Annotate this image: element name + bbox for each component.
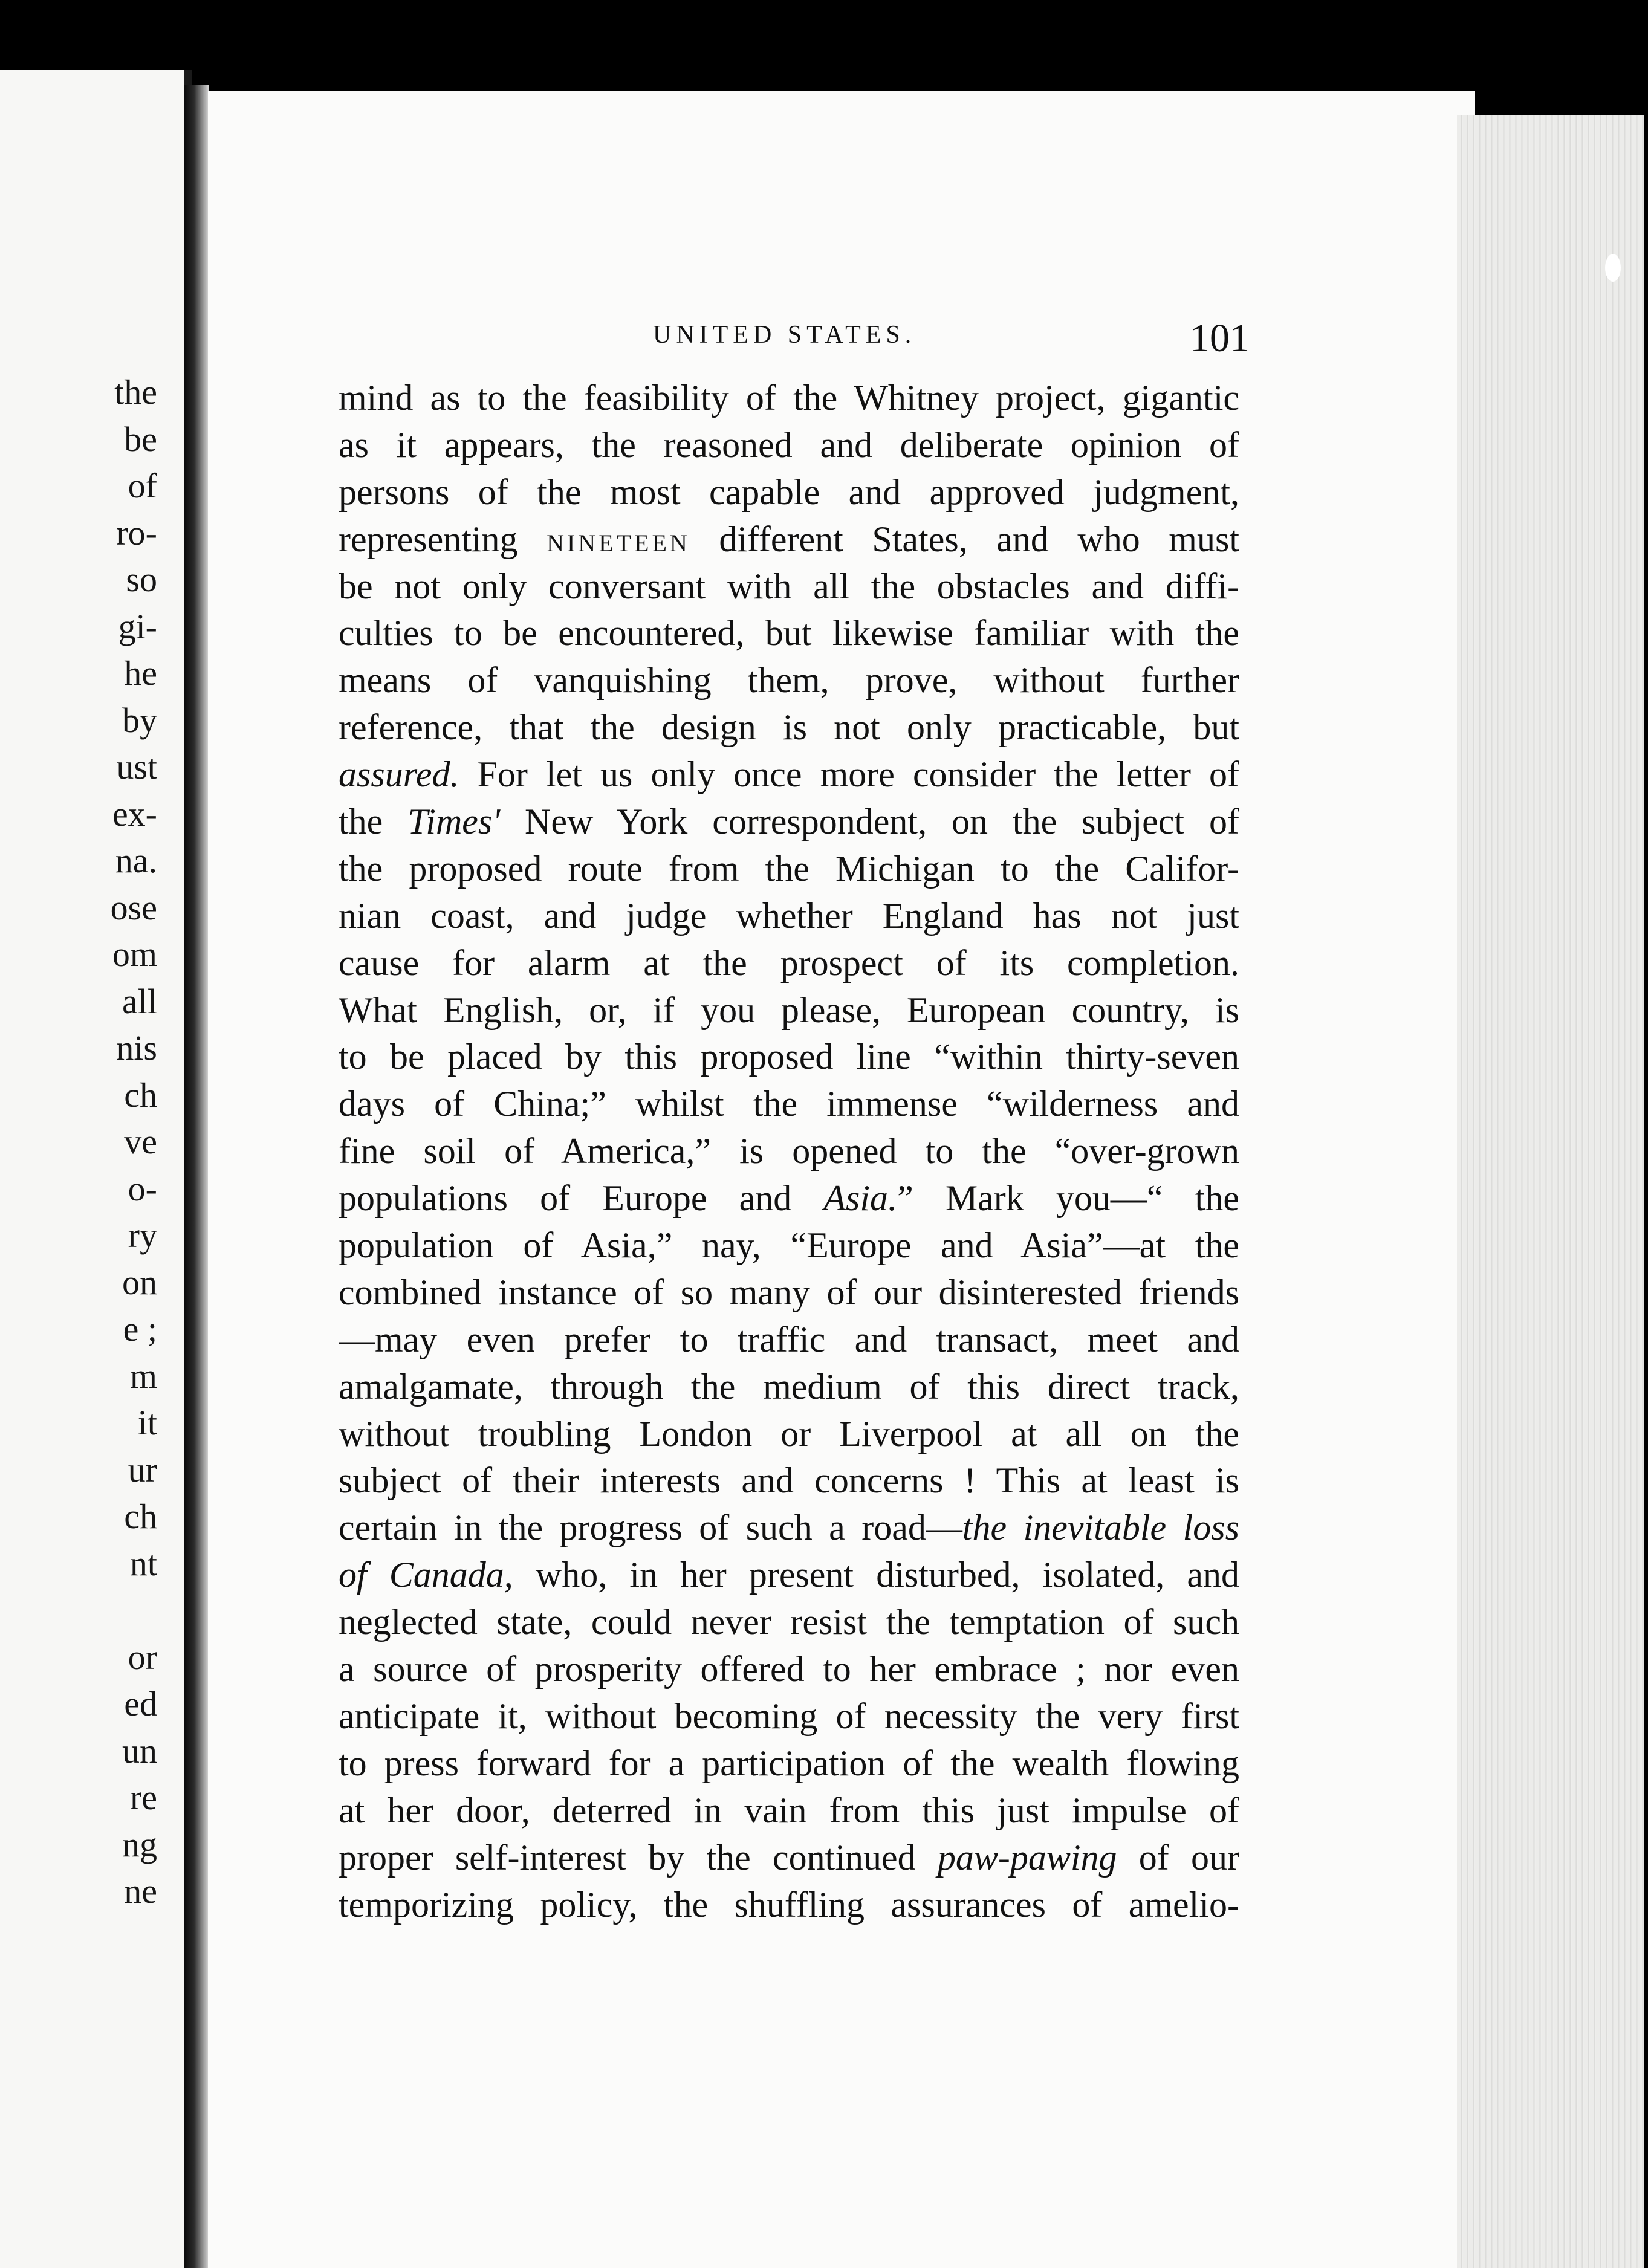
text-line	[339, 1787, 1239, 1835]
text-line-content	[339, 1225, 1239, 1265]
text-line-content	[339, 1131, 1239, 1171]
small-caps-text: NINETEEN	[547, 529, 690, 557]
facing-page-fragment: ng	[122, 1824, 157, 1864]
text-line	[339, 1175, 1239, 1222]
text-run: mind as to the feasibility of the Whitney project, gigantic	[339, 378, 1239, 418]
facing-page-fragment: e ;	[123, 1309, 157, 1349]
text-line-content	[339, 1460, 1239, 1500]
text-run: culties to be encountered, but likewise familiar with the	[339, 613, 1239, 653]
facing-page-left	[0, 70, 192, 2268]
text-line	[339, 1457, 1239, 1505]
text-run: reference, that the design is not only practicable, but	[339, 707, 1239, 748]
text-line	[339, 1222, 1239, 1269]
text-line	[339, 610, 1239, 657]
text-run: representing	[339, 519, 547, 559]
text-line-content	[339, 754, 1239, 794]
text-line	[339, 1364, 1239, 1411]
text-line	[339, 469, 1239, 516]
facing-page-fragment: all	[122, 981, 157, 1021]
text-run: amalgamate, through the medium of this direct track,	[339, 1366, 1239, 1407]
facing-page-fragment: of	[128, 466, 157, 505]
text-line-content	[339, 849, 1239, 889]
text-line-content	[339, 990, 1239, 1030]
text-run: who, in her present disturbed, isolated, and	[513, 1555, 1239, 1595]
text-line-content	[339, 1696, 1239, 1736]
italic-text: paw-pawing	[937, 1837, 1117, 1878]
text-line	[339, 704, 1239, 751]
text-run: ” Mark you—“ the	[897, 1178, 1239, 1219]
text-line-content	[339, 425, 1239, 465]
italic-text: the inevitable loss	[962, 1508, 1239, 1548]
text-run: of our	[1117, 1837, 1239, 1878]
facing-page-fragment: un	[122, 1731, 157, 1771]
text-line	[339, 799, 1239, 846]
text-line	[339, 1128, 1239, 1175]
facing-page-fragment: nt	[129, 1543, 157, 1583]
body-text	[339, 375, 1239, 1928]
facing-page-fragment: ro-	[116, 513, 157, 552]
text-line-content	[339, 660, 1239, 700]
facing-page-fragment: na.	[115, 841, 157, 880]
facing-page-fragment: ex-	[112, 794, 157, 834]
italic-text: assured.	[339, 754, 459, 795]
text-run: a source of prosperity offered to her embrace ; nor even	[339, 1649, 1239, 1690]
text-run: at her door, deterred in vain from this just impulse of	[339, 1790, 1239, 1830]
text-line-content	[339, 1885, 1239, 1925]
italic-text: of Canada,	[339, 1555, 513, 1595]
text-line-content	[339, 378, 1239, 418]
text-line-content	[339, 1178, 1239, 1218]
text-line	[339, 657, 1239, 704]
text-run: cause for alarm at the prospect of its completion.	[339, 942, 1239, 983]
text-line-content	[339, 1414, 1239, 1454]
facing-page-fragment: ed	[124, 1684, 157, 1723]
facing-page-fragment: he	[124, 653, 157, 693]
facing-page-fragment: ne	[124, 1871, 157, 1911]
italic-text: Times'	[407, 802, 501, 842]
text-run: neglected state, could never resist the temptation of such	[339, 1602, 1239, 1642]
facing-page-fragment: ose	[110, 887, 157, 927]
text-run: combined instance of so many of our disinterested friends	[339, 1272, 1239, 1312]
text-line	[339, 1411, 1239, 1458]
text-line-content	[339, 1649, 1239, 1689]
text-line-content	[339, 1367, 1239, 1407]
text-run: as it appears, the reasoned and deliberate opinion of	[339, 424, 1239, 465]
text-line	[339, 1693, 1239, 1740]
text-run: the proposed route from the Michigan to the Califor-	[339, 848, 1239, 889]
facing-page-fragment: be	[124, 419, 157, 459]
text-line-content	[339, 1084, 1239, 1124]
text-run: the	[339, 802, 408, 842]
text-run: nian coast, and judge whether England has not just	[339, 895, 1239, 936]
facing-page-fragment: om	[112, 935, 157, 974]
text-line	[339, 1317, 1239, 1364]
book-gutter	[184, 85, 209, 2268]
text-line	[339, 751, 1239, 799]
text-line-content	[339, 566, 1239, 606]
facing-page-fragment: gi-	[118, 606, 157, 646]
text-line	[339, 1505, 1239, 1552]
text-run: to be placed by this proposed line “within thirty-seven	[339, 1037, 1239, 1077]
text-line-content	[339, 1838, 1239, 1878]
page-number: 101	[1190, 316, 1250, 360]
facing-page-fragment: ry	[128, 1216, 157, 1255]
text-run: temporizing policy, the shuffling assurances of amelio-	[339, 1884, 1239, 1925]
text-line	[339, 1740, 1239, 1787]
text-run: fine soil of America,” is opened to the “over-grown	[339, 1131, 1239, 1171]
text-line-content	[339, 1037, 1239, 1077]
text-line	[339, 846, 1239, 893]
text-run: certain in the progress of such a road—	[339, 1508, 962, 1548]
text-run: days of China;” whilst the immense “wilderness and	[339, 1084, 1239, 1124]
text-line-content	[339, 1790, 1239, 1830]
text-run: population of Asia,” nay, “Europe and Asia”—at the	[339, 1225, 1239, 1266]
text-line	[339, 1599, 1239, 1646]
text-run: anticipate it, without becoming of necessity the very first	[339, 1696, 1239, 1736]
facing-page-fragment: re	[129, 1778, 157, 1817]
text-line-content	[339, 707, 1239, 747]
text-line	[339, 893, 1239, 940]
text-line-content	[339, 472, 1239, 512]
text-line	[339, 375, 1239, 422]
facing-page-fragment: ve	[124, 1122, 157, 1161]
text-line	[339, 1552, 1239, 1599]
book-fore-edge	[1457, 115, 1644, 2268]
text-line-content	[339, 519, 1239, 559]
text-line-content	[339, 802, 1239, 841]
text-line	[339, 1646, 1239, 1693]
text-line-content	[339, 896, 1239, 936]
text-line-content	[339, 1320, 1239, 1359]
facing-page-fragment: by	[122, 700, 157, 740]
text-line-content	[339, 613, 1239, 653]
text-run: —may even prefer to traffic and transact, meet and	[339, 1319, 1239, 1359]
facing-page-fragment: nis	[116, 1028, 157, 1068]
italic-text: Asia.	[823, 1178, 898, 1219]
facing-page-fragment: on	[122, 1262, 157, 1302]
text-line	[339, 1269, 1239, 1317]
text-run: different States, and who must	[690, 519, 1239, 559]
facing-page-fragment: ust	[116, 747, 157, 786]
text-line	[339, 1034, 1239, 1081]
text-run: subject of their interests and concerns ! This at least is	[339, 1460, 1239, 1501]
edge-highlight-mark	[1605, 254, 1621, 282]
text-run: means of vanquishing them, prove, without further	[339, 660, 1239, 701]
text-line	[339, 1882, 1239, 1929]
text-line-content	[339, 1602, 1239, 1642]
facing-page-fragment: the	[114, 372, 157, 412]
text-run: to press forward for a participation of the wealth flowing	[339, 1743, 1239, 1783]
text-line-content	[339, 1272, 1239, 1312]
text-line	[339, 987, 1239, 1034]
facing-page-fragment: ch	[124, 1075, 157, 1115]
facing-page-fragment: ur	[128, 1450, 157, 1489]
text-line	[339, 563, 1239, 611]
facing-page-fragment: or	[128, 1637, 157, 1677]
facing-page-fragment: so	[126, 560, 157, 599]
text-line-content	[339, 943, 1239, 983]
text-run: New York correspondent, on the subject of	[500, 802, 1239, 842]
facing-page-fragment: o-	[128, 1168, 157, 1208]
text-line-content	[339, 1743, 1239, 1783]
text-line	[339, 1081, 1239, 1128]
text-run: without troubling London or Liverpool at all on the	[339, 1413, 1239, 1454]
text-line	[339, 1835, 1239, 1882]
text-run: What English, or, if you please, European country, is	[339, 990, 1239, 1030]
text-line	[339, 940, 1239, 987]
text-run: For let us only once more consider the letter of	[459, 754, 1239, 795]
facing-page-fragment: it	[137, 1403, 157, 1442]
text-line	[339, 516, 1239, 563]
running-head: UNITED STATES.	[653, 321, 916, 349]
facing-page-fragment: ch	[124, 1497, 157, 1536]
text-run: be not only conversant with all the obstacles and diffi-	[339, 566, 1239, 606]
text-line	[339, 422, 1239, 469]
text-line-content	[339, 1508, 1239, 1547]
text-run: populations of Europe and	[339, 1178, 824, 1219]
text-line-content	[339, 1555, 1239, 1595]
facing-page-fragment: m	[129, 1356, 157, 1396]
text-run: persons of the most capable and approved judgment,	[339, 471, 1239, 512]
text-run: proper self-interest by the continued	[339, 1837, 938, 1878]
